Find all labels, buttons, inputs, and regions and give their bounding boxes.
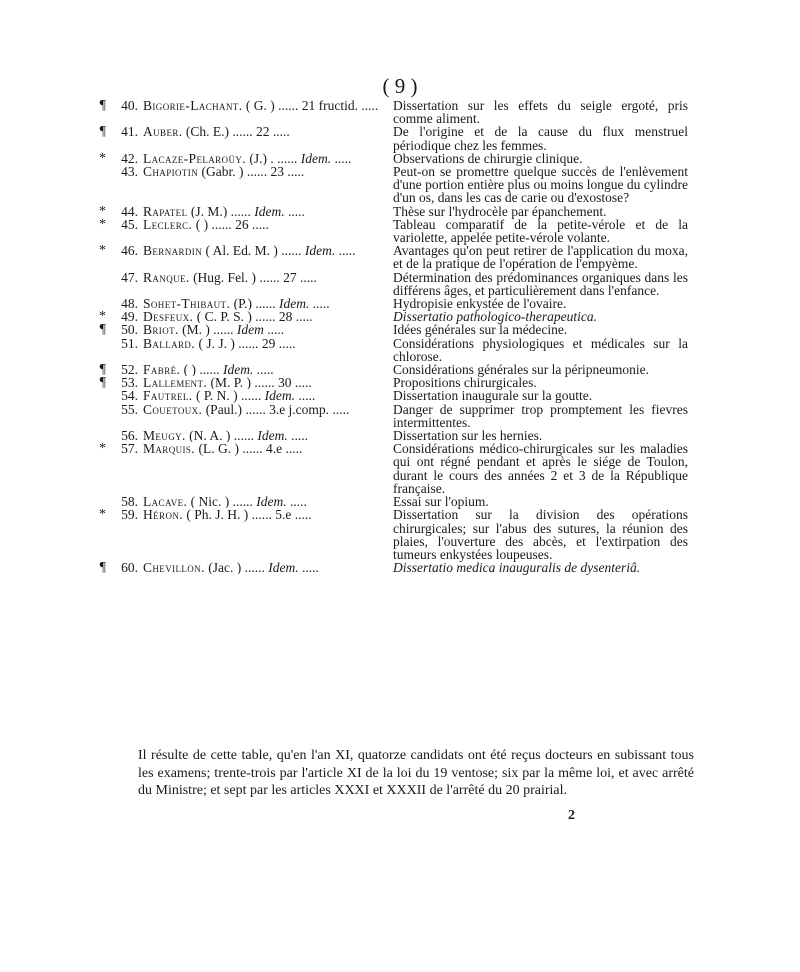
- entry-surname: Lacaze-Pelaroüy.: [143, 151, 247, 166]
- entry-date: Idem.: [254, 204, 285, 218]
- entry-author: [143, 363, 393, 376]
- entry-surname: Couetoux.: [143, 402, 203, 417]
- thesis-entry: [99, 98, 688, 127]
- entry-mark: *: [99, 203, 106, 219]
- entry-mark: *: [99, 150, 106, 166]
- entry-surname: Sohet-Thibaut.: [143, 297, 231, 311]
- entry-title: Dissertatio medica inauguralis de dysenteriâ.: [393, 560, 641, 576]
- entry-number: 51.: [121, 335, 138, 351]
- leader-dots: .....: [286, 495, 307, 509]
- entry-number: 58.: [121, 494, 138, 510]
- entry-title: Dissertation sur les effets du seigle ergoté, pris comme aliment.: [393, 98, 688, 127]
- entry-date: Idem.: [268, 561, 299, 575]
- entry-given-names: ( C. P. S. ): [193, 310, 252, 324]
- thesis-entry: [118, 337, 688, 363]
- thesis-entry: [118, 165, 688, 205]
- leader-dots: ......: [241, 561, 265, 575]
- entry-date: 29: [261, 336, 276, 351]
- entry-surname: Lacave.: [143, 495, 188, 509]
- leader-dots: .....: [331, 151, 352, 166]
- entry-title: De l'origine et de la cause du flux menstruel périodique chez les femmes.: [393, 124, 688, 153]
- entry-author: [143, 508, 393, 561]
- closing-paragraph: Il résulte de cette table, qu'en l'an XI, quatorze candidats ont été reçus docteurs en subissant tous les examens; trente-trois par l'article XI de la loi du 19 ventose; six par la même loi, et avec arrêté du Ministre; et sept par les articles XXXI et XXXII de l'arrêté du 20 prairial.: [138, 748, 694, 798]
- leader-dots: .....: [263, 323, 285, 337]
- entry-mark: ¶: [99, 362, 106, 378]
- thesis-entry: [99, 203, 688, 219]
- entry-title: Propositions chirurgicales.: [393, 375, 537, 391]
- entry-mark: *: [99, 243, 106, 259]
- entry-author: [143, 271, 393, 297]
- thesis-entry: [99, 322, 688, 338]
- entry-surname: Chapiotin: [143, 165, 199, 180]
- entry-number: 52.: [121, 362, 138, 378]
- leader-dots: ......: [251, 376, 275, 390]
- entry-given-names: (Paul.): [202, 402, 243, 417]
- entry-title: Peut-on se promettre quelque succès de l'enlèvement d'une portion entière plus ou moins longue du cylindre d'un os, dans les cas de carie ou d'exostose?: [393, 164, 688, 206]
- entry-number: 50.: [121, 322, 138, 338]
- leader-dots: ......: [256, 270, 280, 285]
- entry-author: [143, 99, 393, 125]
- entry-date: 5.e: [275, 508, 292, 523]
- entry-author: [143, 125, 393, 151]
- leader-dots: .....: [287, 429, 309, 443]
- entry-number: 54.: [121, 388, 138, 404]
- entry-author: [143, 244, 393, 270]
- entry-given-names: ( J. J. ): [195, 336, 235, 351]
- entry-number: 45.: [121, 216, 138, 232]
- entry-author: [143, 337, 393, 363]
- entry-surname: Ranque.: [143, 270, 190, 285]
- entry-date: 3.e j.comp.: [269, 402, 330, 417]
- leader-dots: ......: [237, 389, 262, 403]
- leader-dots: .....: [283, 165, 305, 180]
- leader-dots: ......: [274, 99, 299, 113]
- leader-dots: ......: [227, 204, 251, 218]
- leader-dots: ......: [242, 402, 266, 417]
- entry-given-names: (Jac. ): [204, 561, 242, 575]
- entry-author: [143, 442, 393, 495]
- entry-given-names: (Ch. E.): [182, 125, 230, 140]
- entry-author: [143, 297, 393, 310]
- entry-date: Idem: [236, 323, 264, 337]
- leader-dots: .....: [329, 402, 350, 417]
- entry-number: 55.: [121, 401, 138, 417]
- entry-surname: Ballard.: [143, 336, 196, 351]
- entry-title: Danger de supprimer trop promptement les fievres intermittentes.: [393, 401, 688, 430]
- leader-dots: .....: [269, 125, 290, 140]
- entry-given-names: (M. ): [178, 323, 210, 337]
- entry-given-names: ( ): [180, 363, 197, 377]
- thesis-list: [99, 98, 688, 576]
- entry-given-names: (Hug. Fel. ): [189, 270, 257, 285]
- entry-given-names: (L. G. ): [195, 442, 239, 457]
- leader-dots: .....: [294, 389, 316, 403]
- entry-date: 27: [283, 270, 297, 285]
- entry-number: 47.: [121, 269, 138, 285]
- entry-surname: Marquis.: [143, 442, 196, 457]
- entry-given-names: (J. M.): [187, 204, 228, 218]
- entry-date: 26: [235, 217, 249, 232]
- thesis-entry: [99, 243, 688, 272]
- entry-given-names: (Gabr. ): [198, 165, 244, 180]
- entry-mark: ¶: [99, 560, 106, 576]
- leader-dots: .....: [296, 270, 317, 285]
- entry-date: 23: [270, 165, 284, 180]
- leader-dots: ......: [251, 310, 276, 324]
- page-number: ( 9 ): [382, 74, 418, 98]
- entry-date: Idem.: [223, 363, 254, 377]
- entry-date: 22: [256, 125, 270, 140]
- thesis-entry: [99, 441, 688, 496]
- entry-title: Dissertation sur la division des opérations chirurgicales; sur l'abus des sutures, la réunion des plaies, l'ouverture des abcès, et l'extirpation des tumeurs enkystées loupeuses.: [393, 507, 688, 562]
- entry-author: [143, 389, 393, 402]
- leader-dots: .....: [291, 376, 312, 390]
- thesis-entry: [118, 403, 688, 429]
- entry-number: 60.: [121, 560, 138, 576]
- leader-dots: .....: [291, 508, 312, 523]
- entry-date: 30: [278, 376, 292, 390]
- entry-number: 59.: [121, 507, 138, 523]
- leader-dots: ......: [251, 297, 276, 311]
- entry-given-names: ( G. ): [242, 99, 275, 113]
- leader-dots: .....: [282, 442, 303, 457]
- leader-dots: .....: [275, 336, 296, 351]
- entry-surname: Leclerc.: [143, 217, 193, 232]
- leader-dots: ......: [248, 508, 272, 523]
- thesis-entry: [99, 216, 688, 246]
- entry-mark: ¶: [99, 375, 106, 391]
- entry-author: [143, 165, 393, 205]
- entry-given-names: (M. P. ): [207, 376, 252, 390]
- entry-given-names: ( Nic. ): [187, 495, 230, 509]
- entry-number: 49.: [121, 309, 138, 325]
- leader-dots: ......: [196, 363, 220, 377]
- entry-title: Dissertatio pathologico-therapeutica.: [393, 309, 597, 325]
- thesis-entry: [118, 271, 688, 297]
- leader-dots: ......: [209, 323, 234, 337]
- entry-surname: Auber.: [143, 125, 183, 140]
- entry-date: Idem.: [257, 429, 288, 443]
- entry-number: 41.: [121, 124, 138, 140]
- leader-dots: .....: [358, 99, 379, 113]
- entry-given-names: (J.) .: [246, 151, 274, 166]
- leader-dots: .....: [248, 217, 269, 232]
- entry-surname: Héron.: [143, 508, 184, 523]
- entry-mark: *: [99, 507, 106, 523]
- leader-dots: .....: [284, 204, 305, 218]
- entry-number: 40.: [121, 98, 138, 113]
- entry-given-names: ( ): [192, 217, 209, 232]
- entry-author: [143, 205, 393, 218]
- leader-dots: ......: [208, 217, 232, 232]
- entry-author: [143, 152, 393, 165]
- entry-surname: Desfeux.: [143, 310, 194, 324]
- entry-number: 46.: [121, 243, 138, 259]
- entry-title: Essai sur l'opium.: [393, 494, 489, 510]
- entry-author: [143, 403, 393, 429]
- entry-number: 53.: [121, 375, 138, 391]
- entry-title: Avantages qu'on peut retirer de l'application du moxa, et de la pratique de l'opération de l'empyème.: [393, 243, 688, 272]
- entry-surname: Bigorie-Lachant.: [143, 99, 243, 113]
- entry-title: Considérations générales sur la péripneumonie.: [393, 362, 650, 378]
- entry-mark: ¶: [99, 124, 106, 140]
- entry-mark: ¶: [99, 98, 106, 113]
- leader-dots: .....: [292, 310, 313, 324]
- entry-mark: *: [99, 441, 106, 457]
- entry-date: Idem.: [278, 297, 310, 311]
- leader-dots: ......: [234, 336, 259, 351]
- entry-given-names: (P.): [230, 297, 252, 311]
- entry-surname: Fautrel.: [143, 389, 193, 403]
- thesis-entry: [99, 560, 688, 576]
- entry-author: [143, 429, 393, 442]
- leader-dots: ......: [229, 125, 253, 140]
- entry-number: 57.: [121, 441, 138, 457]
- thesis-entry: [118, 389, 688, 402]
- entry-given-names: ( Ph. J. H. ): [183, 508, 249, 523]
- entry-date: 28: [278, 310, 293, 324]
- entry-author: [143, 310, 393, 323]
- leader-dots: .....: [335, 244, 356, 259]
- entry-given-names: ( Al. Ed. M. ): [202, 244, 278, 259]
- leader-dots: ......: [238, 442, 263, 457]
- entry-title: Dissertation inaugurale sur la goutte.: [393, 388, 593, 404]
- entry-surname: Rapatel: [143, 204, 188, 218]
- signature-mark: 2: [568, 808, 575, 823]
- entry-date: Idem.: [304, 244, 336, 259]
- entry-title: Détermination des prédominances organiques dans les différens âges, et particulièrement dans l'enfance.: [393, 269, 688, 298]
- entry-surname: Lallement.: [143, 376, 208, 390]
- entry-mark: *: [99, 216, 106, 232]
- entry-date: Idem.: [300, 151, 332, 166]
- entry-mark: ¶: [99, 322, 106, 338]
- entry-title: Considérations physiologiques et médicales sur la chlorose.: [393, 335, 688, 364]
- entry-mark: *: [99, 309, 106, 325]
- entry-author: [143, 561, 393, 574]
- entry-title: Observations de chirurgie clinique.: [393, 150, 583, 166]
- entry-title: Considérations médico-chirurgicales sur les maladies qui ont régné pendant et après le siége de Toulon, durant le cours des années 2 et 3 de la République française.: [393, 441, 688, 496]
- entry-author: [143, 495, 393, 508]
- entry-given-names: (N. A. ): [185, 429, 231, 443]
- thesis-entry: [99, 507, 688, 562]
- leader-dots: .....: [253, 363, 274, 377]
- entry-title: Dissertation sur les hernies.: [393, 428, 543, 444]
- entry-title: Idées générales sur la médecine.: [393, 322, 568, 338]
- entry-author: [143, 323, 393, 336]
- entry-number: 42.: [121, 150, 138, 166]
- entry-given-names: ( P. N. ): [192, 389, 238, 403]
- entry-date: 21 fructid.: [301, 99, 359, 113]
- entry-author: [143, 218, 393, 244]
- entry-number: 56.: [121, 428, 138, 444]
- entry-surname: Bernardin: [143, 244, 203, 259]
- entry-number: 44.: [121, 203, 138, 219]
- leader-dots: .....: [298, 561, 319, 575]
- entry-title: Hydropisie enkystée de l'ovaire.: [393, 296, 567, 312]
- entry-number: 48.: [121, 296, 138, 312]
- leader-dots: .....: [309, 297, 330, 311]
- entry-number: 43.: [121, 164, 138, 180]
- entry-surname: Fabré.: [143, 363, 181, 377]
- thesis-entry: [99, 124, 688, 153]
- entry-author: [143, 376, 393, 389]
- leader-dots: ......: [243, 165, 268, 180]
- leader-dots: ......: [230, 429, 255, 443]
- leader-dots: ......: [273, 151, 298, 166]
- entry-date: 4.e: [265, 442, 283, 457]
- entry-surname: Briot.: [143, 323, 179, 337]
- leader-dots: ......: [277, 244, 302, 259]
- entry-surname: Chevillon.: [143, 561, 205, 575]
- leader-dots: ......: [229, 495, 253, 509]
- entry-date: Idem.: [264, 389, 295, 403]
- entry-date: Idem.: [256, 495, 287, 509]
- entry-title: Tableau comparatif de la petite-vérole et de la variolette, appelée petite-vérole volante.: [393, 216, 688, 246]
- entry-title: Thèse sur l'hydrocèle par épanchement.: [393, 203, 607, 219]
- entry-surname: Meugy.: [143, 429, 186, 443]
